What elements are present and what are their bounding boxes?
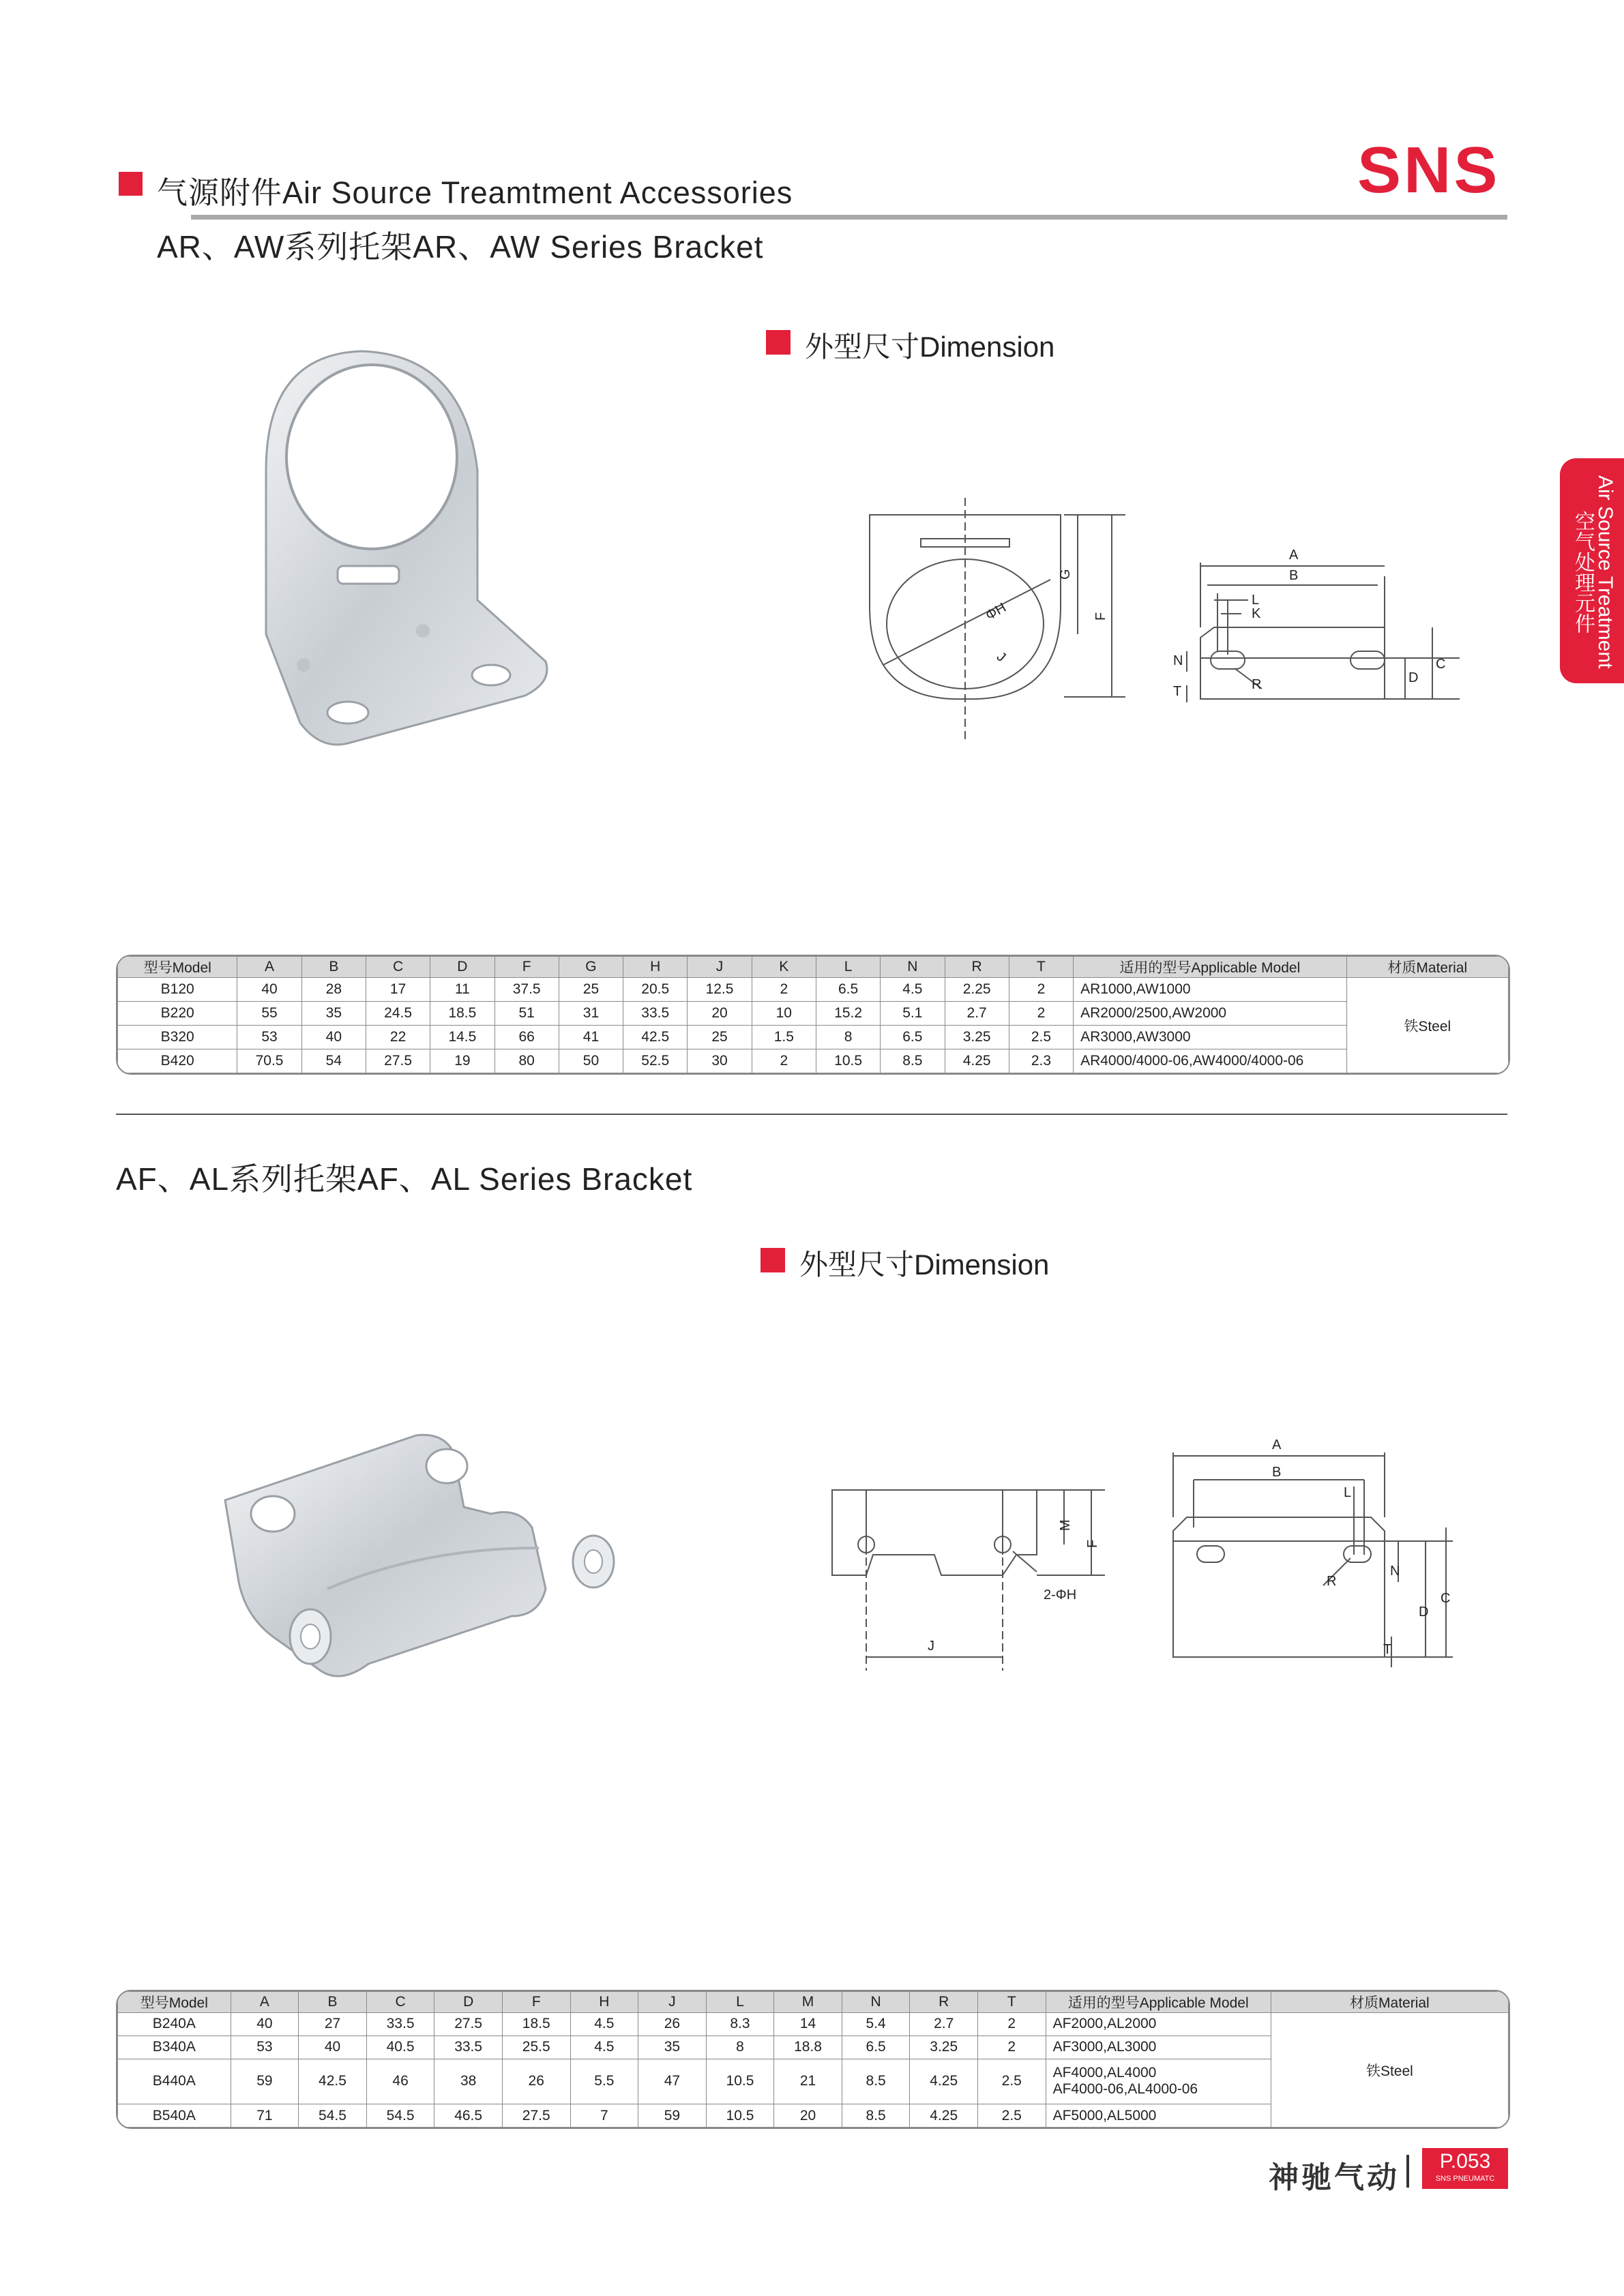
table-cell: 2 bbox=[752, 1049, 816, 1073]
table-cell: 40.5 bbox=[366, 2036, 434, 2059]
table-cell bbox=[1046, 2036, 1271, 2059]
applicable-model: AF2000,AL2000 bbox=[1052, 2016, 1157, 2032]
table-cell: 5.4 bbox=[842, 2013, 910, 2036]
table-cell: 20.5 bbox=[623, 978, 688, 1002]
applicable-model: AF4000,AL4000 bbox=[1052, 2065, 1157, 2081]
table-header-cell: H bbox=[570, 1992, 638, 2013]
table-cell: 59 bbox=[231, 2059, 299, 2104]
table-cell: 2 bbox=[1009, 978, 1073, 1002]
table-cell: 6.5 bbox=[816, 978, 880, 1002]
section1-dimension-title: 外型尺寸Dimension bbox=[805, 331, 1055, 363]
table-cell: 20 bbox=[774, 2104, 842, 2128]
table-header-cell: N bbox=[842, 1992, 910, 2013]
table-header-cell: L bbox=[706, 1992, 774, 2013]
applicable-model: AF5000,AL5000 bbox=[1052, 2107, 1157, 2123]
table-cell: 8.5 bbox=[842, 2104, 910, 2128]
svg-text:F: F bbox=[1085, 1539, 1100, 1548]
section-divider bbox=[116, 1114, 1507, 1115]
svg-text:C: C bbox=[1441, 1591, 1451, 1606]
table-cell: 46.5 bbox=[434, 2104, 503, 2128]
table-cell: 14.5 bbox=[430, 1026, 494, 1049]
svg-text:L: L bbox=[1252, 593, 1260, 608]
table-header-cell: T bbox=[1009, 957, 1073, 978]
table-cell: 46 bbox=[366, 2059, 434, 2104]
table-cell: 50 bbox=[559, 1049, 623, 1073]
table-row bbox=[118, 2013, 1509, 2036]
page-number: P.053 bbox=[1439, 2150, 1491, 2173]
table-cell: 35 bbox=[638, 2036, 707, 2059]
table-header-cell: 材质Material bbox=[1346, 957, 1508, 978]
table-header-cell: 材质Material bbox=[1271, 1992, 1508, 2013]
sns-logo: SNS bbox=[1357, 134, 1501, 207]
table-cell: 20 bbox=[688, 1002, 752, 1026]
table-cell: 4.25 bbox=[910, 2104, 978, 2128]
table-row bbox=[118, 1026, 1509, 1049]
svg-text:B: B bbox=[1289, 568, 1299, 583]
table-cell: 2 bbox=[1009, 1002, 1073, 1026]
svg-text:R: R bbox=[1252, 677, 1262, 692]
table-cell: B120 bbox=[118, 978, 237, 1002]
table-header-cell: H bbox=[623, 957, 688, 978]
svg-text:G: G bbox=[1058, 569, 1073, 580]
table-cell bbox=[1046, 2104, 1271, 2128]
table-cell: 33.5 bbox=[366, 2013, 434, 2036]
table-cell: 27.5 bbox=[366, 1049, 430, 1073]
table-header-cell: J bbox=[688, 957, 752, 978]
table-header-cell: R bbox=[910, 1992, 978, 2013]
table-cell: 10.5 bbox=[816, 1049, 880, 1073]
svg-text:T: T bbox=[1383, 1642, 1392, 1657]
svg-text:N: N bbox=[1173, 653, 1183, 668]
table-cell: 3.25 bbox=[910, 2036, 978, 2059]
table-cell: 4.25 bbox=[910, 2059, 978, 2104]
table-cell: 2.3 bbox=[1009, 1049, 1073, 1073]
table-cell: 8.3 bbox=[706, 2013, 774, 2036]
svg-text:A: A bbox=[1272, 1437, 1282, 1452]
table-header-cell: J bbox=[638, 1992, 707, 2013]
table-header-cell: M bbox=[774, 1992, 842, 2013]
svg-text:A: A bbox=[1289, 548, 1299, 563]
table-cell: 8.5 bbox=[881, 1049, 945, 1073]
table-cell: 14 bbox=[774, 2013, 842, 2036]
table-cell: 3.25 bbox=[945, 1026, 1009, 1049]
table-cell: 40 bbox=[301, 1026, 366, 1049]
ar-dimension-drawing bbox=[853, 477, 1466, 764]
table-header-cell: 型号Model bbox=[118, 957, 237, 978]
page-header-title: 气源附件Air Source Treamtment Accessories bbox=[157, 175, 793, 210]
table-cell: 11 bbox=[430, 978, 494, 1002]
table-cell: 70.5 bbox=[237, 1049, 301, 1073]
table-cell: 42.5 bbox=[623, 1026, 688, 1049]
table-cell: 37.5 bbox=[494, 978, 559, 1002]
table-cell: 21 bbox=[774, 2059, 842, 2104]
table-cell: 25 bbox=[559, 978, 623, 1002]
table-cell: 28 bbox=[301, 978, 366, 1002]
table-cell bbox=[1074, 978, 1346, 1002]
svg-text:D: D bbox=[1408, 670, 1419, 685]
table-cell: 24.5 bbox=[366, 1002, 430, 1026]
table-cell: 2.7 bbox=[910, 2013, 978, 2036]
table-cell: 10 bbox=[752, 1002, 816, 1026]
table-header-cell: F bbox=[494, 957, 559, 978]
svg-text:L: L bbox=[1344, 1485, 1352, 1500]
table-cell: 2.5 bbox=[977, 2059, 1046, 2104]
table-header-row bbox=[118, 1992, 1509, 2013]
page-number-box bbox=[1422, 2148, 1508, 2189]
dimension-marker-2 bbox=[761, 1248, 785, 1272]
table-cell: 4.25 bbox=[945, 1049, 1009, 1073]
svg-text:T: T bbox=[1173, 684, 1182, 699]
table-cell: 40 bbox=[237, 978, 301, 1002]
table-cell: 8 bbox=[706, 2036, 774, 2059]
table-cell: 4.5 bbox=[881, 978, 945, 1002]
table-cell: 2 bbox=[752, 978, 816, 1002]
svg-text:2-ΦH: 2-ΦH bbox=[1044, 1587, 1077, 1602]
table-cell: 47 bbox=[638, 2059, 707, 2104]
table-cell: 4.5 bbox=[570, 2013, 638, 2036]
ar-aw-spec-table bbox=[116, 955, 1510, 1075]
table-header-cell: F bbox=[502, 1992, 570, 2013]
table-row bbox=[118, 978, 1509, 1002]
table-cell: 2 bbox=[977, 2013, 1046, 2036]
material-cell: 铁Steel bbox=[1346, 978, 1508, 1073]
table-cell: 18.8 bbox=[774, 2036, 842, 2059]
table-cell: 2.5 bbox=[977, 2104, 1046, 2128]
table-cell: 55 bbox=[237, 1002, 301, 1026]
table-header-cell: G bbox=[559, 957, 623, 978]
table-header-cell: D bbox=[430, 957, 494, 978]
table-cell: 40 bbox=[231, 2013, 299, 2036]
svg-text:J: J bbox=[993, 648, 1009, 666]
table-cell: 8 bbox=[816, 1026, 880, 1049]
table-header-cell: L bbox=[816, 957, 880, 978]
svg-text:D: D bbox=[1419, 1605, 1429, 1620]
svg-text:ΦH: ΦH bbox=[983, 600, 1009, 624]
table-cell: B240A bbox=[118, 2013, 231, 2036]
table-header-cell: K bbox=[752, 957, 816, 978]
table-cell: 10.5 bbox=[706, 2104, 774, 2128]
table-header-cell: R bbox=[945, 957, 1009, 978]
af-dimension-drawing bbox=[818, 1418, 1487, 1705]
table-header-cell: A bbox=[237, 957, 301, 978]
table-cell bbox=[1046, 2013, 1271, 2036]
table-cell: 80 bbox=[494, 1049, 559, 1073]
table-cell: 53 bbox=[231, 2036, 299, 2059]
table-cell: 59 bbox=[638, 2104, 707, 2128]
table-cell: 54.5 bbox=[299, 2104, 367, 2128]
table-cell: 6.5 bbox=[842, 2036, 910, 2059]
table-cell: 25.5 bbox=[502, 2036, 570, 2059]
table-cell: 2 bbox=[977, 2036, 1046, 2059]
table-cell: 18.5 bbox=[502, 2013, 570, 2036]
svg-text:J: J bbox=[928, 1639, 934, 1654]
table-cell: 27.5 bbox=[434, 2013, 503, 2036]
table-cell: B220 bbox=[118, 1002, 237, 1026]
table-cell: B540A bbox=[118, 2104, 231, 2128]
table-cell bbox=[1074, 1002, 1346, 1026]
section1-title: AR、AW系列托架AR、AW Series Bracket bbox=[157, 229, 764, 265]
table-cell bbox=[1046, 2059, 1271, 2104]
svg-text:M: M bbox=[1058, 1519, 1073, 1531]
svg-text:R: R bbox=[1327, 1574, 1337, 1589]
table-cell: 19 bbox=[430, 1049, 494, 1073]
table-cell: 26 bbox=[502, 2059, 570, 2104]
page-subtitle: SNS PNEUMATC bbox=[1435, 2175, 1495, 2183]
table-cell: 71 bbox=[231, 2104, 299, 2128]
footer-brand: 神驰气动 bbox=[1269, 2160, 1400, 2195]
table-cell: B440A bbox=[118, 2059, 231, 2104]
table-cell: 27 bbox=[299, 2013, 367, 2036]
table-cell: 53 bbox=[237, 1026, 301, 1049]
section2-dimension-title: 外型尺寸Dimension bbox=[799, 1249, 1050, 1281]
af-al-spec-table bbox=[116, 1990, 1510, 2129]
applicable-model: AR2000/2500,AW2000 bbox=[1080, 1005, 1227, 1021]
table-cell: 25 bbox=[688, 1026, 752, 1049]
table-cell: 54 bbox=[301, 1049, 366, 1073]
table-cell: 5.5 bbox=[570, 2059, 638, 2104]
table-cell: 7 bbox=[570, 2104, 638, 2128]
table-cell: 40 bbox=[299, 2036, 367, 2059]
table-header-cell: B bbox=[301, 957, 366, 978]
table-cell: 26 bbox=[638, 2013, 707, 2036]
table-cell: 18.5 bbox=[430, 1002, 494, 1026]
table-cell: 30 bbox=[688, 1049, 752, 1073]
table-cell bbox=[1074, 1026, 1346, 1049]
side-tab-label: Air Source Treatment空气处理元件 bbox=[1571, 475, 1616, 669]
table-cell: 35 bbox=[301, 1002, 366, 1026]
table-cell bbox=[1074, 1049, 1346, 1073]
table-header-cell: N bbox=[881, 957, 945, 978]
applicable-model: AR1000,AW1000 bbox=[1080, 981, 1191, 997]
table-cell: B340A bbox=[118, 2036, 231, 2059]
table-header-cell: 适用的型号Applicable Model bbox=[1074, 957, 1346, 978]
table-cell: 5.1 bbox=[881, 1002, 945, 1026]
table-cell: 66 bbox=[494, 1026, 559, 1049]
applicable-model: AF3000,AL3000 bbox=[1052, 2039, 1157, 2055]
section2-title: AF、AL系列托架AF、AL Series Bracket bbox=[116, 1161, 693, 1197]
table-header-cell: T bbox=[977, 1992, 1046, 2013]
table-header-cell: C bbox=[366, 957, 430, 978]
table-header-cell: B bbox=[299, 1992, 367, 2013]
table-cell: 8.5 bbox=[842, 2059, 910, 2104]
svg-text:N: N bbox=[1390, 1564, 1400, 1579]
table-header-cell: 适用的型号Applicable Model bbox=[1046, 1992, 1271, 2013]
applicable-model: AR3000,AW3000 bbox=[1080, 1029, 1191, 1045]
table-cell: 2.25 bbox=[945, 978, 1009, 1002]
table-cell: 4.5 bbox=[570, 2036, 638, 2059]
table-cell: 41 bbox=[559, 1026, 623, 1049]
svg-text:F: F bbox=[1093, 612, 1108, 621]
table-cell: 42.5 bbox=[299, 2059, 367, 2104]
table-header-cell: A bbox=[231, 1992, 299, 2013]
table-cell: 52.5 bbox=[623, 1049, 688, 1073]
table-cell: 15.2 bbox=[816, 1002, 880, 1026]
table-cell: 33.5 bbox=[623, 1002, 688, 1026]
applicable-model: AF4000-06,AL4000-06 bbox=[1052, 2081, 1198, 2098]
table-cell: 38 bbox=[434, 2059, 503, 2104]
table-cell: 17 bbox=[366, 978, 430, 1002]
table-header-cell: D bbox=[434, 1992, 503, 2013]
dimension-marker-1 bbox=[766, 330, 791, 355]
header-marker bbox=[119, 172, 143, 196]
table-row bbox=[118, 1049, 1509, 1073]
table-header-cell: C bbox=[366, 1992, 434, 2013]
header-rule bbox=[191, 215, 1507, 220]
table-cell: 31 bbox=[559, 1002, 623, 1026]
svg-text:K: K bbox=[1252, 606, 1261, 621]
table-cell: 33.5 bbox=[434, 2036, 503, 2059]
table-cell: 2.5 bbox=[1009, 1026, 1073, 1049]
table-cell: 22 bbox=[366, 1026, 430, 1049]
table-cell: B320 bbox=[118, 1026, 237, 1049]
table-row bbox=[118, 1002, 1509, 1026]
table-cell: 2.7 bbox=[945, 1002, 1009, 1026]
material-cell: 铁Steel bbox=[1271, 2013, 1508, 2128]
svg-text:B: B bbox=[1272, 1465, 1282, 1480]
ar-bracket-photo bbox=[252, 341, 566, 764]
table-cell: 6.5 bbox=[881, 1026, 945, 1049]
table-cell: 54.5 bbox=[366, 2104, 434, 2128]
af-bracket-photo bbox=[218, 1412, 641, 1725]
table-cell: 27.5 bbox=[502, 2104, 570, 2128]
table-cell: B420 bbox=[118, 1049, 237, 1073]
svg-text:C: C bbox=[1436, 657, 1446, 672]
table-cell: 51 bbox=[494, 1002, 559, 1026]
table-header-cell: 型号Model bbox=[118, 1992, 231, 2013]
footer-divider bbox=[1406, 2155, 1409, 2188]
table-cell: 12.5 bbox=[688, 978, 752, 1002]
table-header-row bbox=[118, 957, 1509, 978]
table-cell: 10.5 bbox=[706, 2059, 774, 2104]
applicable-model: AR4000/4000-06,AW4000/4000-06 bbox=[1080, 1053, 1304, 1069]
table-cell: 1.5 bbox=[752, 1026, 816, 1049]
